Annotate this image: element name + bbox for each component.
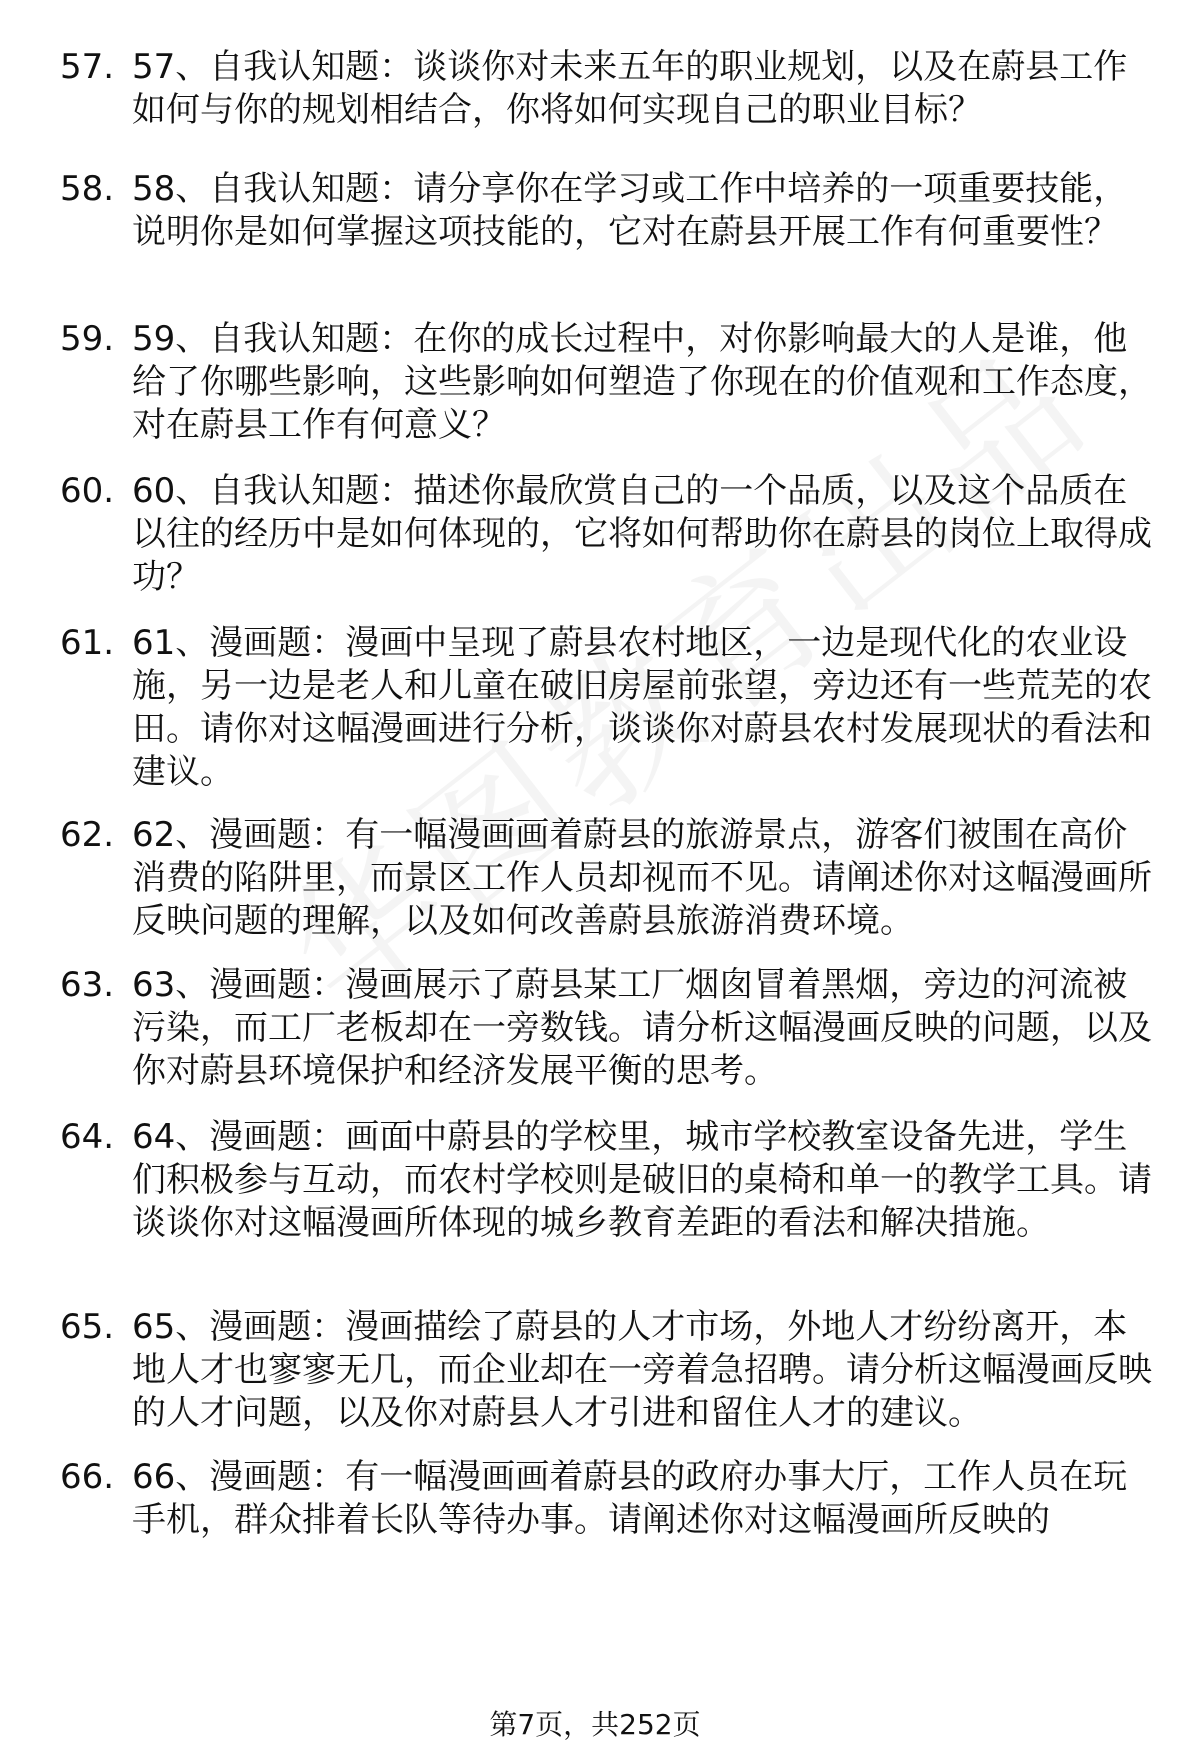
question-text: 60、自我认知题：描述你最欣赏自己的一个品质，以及这个品质在以往的经历中是如何体现的，它将如何帮助你在蔚县的岗位上取得成功？ [132, 471, 1152, 597]
question-item [0, 622, 1190, 814]
question-number: 66. [60, 1457, 115, 1497]
question-number: 61. [60, 623, 115, 663]
question-number: 63. [60, 965, 115, 1005]
question-text: 63、漫画题：漫画展示了蔚县某工厂烟囱冒着黑烟，旁边的河流被污染，而工厂老板却在一旁数钱。请分析这幅漫画反映的问题，以及你对蔚县环境保护和经济发展平衡的思考。 [132, 965, 1152, 1091]
question-number: 59. [60, 319, 115, 359]
question-text: 59、自我认知题：在你的成长过程中，对你影响最大的人是谁，他给了你哪些影响，这些影响如何塑造了你现在的价值观和工作态度，对在蔚县工作有何意义？ [132, 319, 1152, 445]
question-number: 58. [60, 169, 115, 209]
question-text: 58、自我认知题：请分享你在学习或工作中培养的一项重要技能，说明你是如何掌握这项技能的，它对在蔚县开展工作有何重要性？ [132, 169, 1128, 252]
question-text: 62、漫画题：有一幅漫画画着蔚县的旅游景点，游客们被围在高价消费的陷阱里，而景区工作人员却视而不见。请阐述你对这幅漫画所反映问题的理解，以及如何改善蔚县旅游消费环境。 [132, 815, 1152, 941]
question-text: 66、漫画题：有一幅漫画画着蔚县的政府办事大厅，工作人员在玩手机，群众排着长队等待办事。请阐述你对这幅漫画所反映的 [132, 1457, 1128, 1540]
question-item [0, 318, 1190, 470]
question-list [0, 46, 1190, 1546]
question-text: 65、漫画题：漫画描绘了蔚县的人才市场，外地人才纷纷离开，本地人才也寥寥无几，而企业却在一旁着急招聘。请分析这幅漫画反映的人才问题，以及你对蔚县人才引进和留住人才的建议。 [132, 1307, 1152, 1433]
question-item [0, 46, 1190, 168]
question-item [0, 814, 1190, 964]
question-text: 57、自我认知题：谈谈你对未来五年的职业规划，以及在蔚县工作如何与你的规划相结合，你将如何实现自己的职业目标？ [132, 47, 1128, 130]
question-item [0, 470, 1190, 622]
question-item [0, 964, 1190, 1116]
question-item [0, 168, 1190, 318]
question-number: 57. [60, 47, 115, 87]
question-number: 65. [60, 1307, 115, 1347]
question-item [0, 1456, 1190, 1546]
question-number: 62. [60, 815, 115, 855]
page-number-footer: 第7页，共252页 [489, 1708, 701, 1741]
question-number: 64. [60, 1117, 115, 1157]
question-item [0, 1116, 1190, 1306]
question-number: 60. [60, 471, 115, 511]
question-text: 61、漫画题：漫画中呈现了蔚县农村地区，一边是现代化的农业设施，另一边是老人和儿童在破旧房屋前张望，旁边还有一些荒芜的农田。请你对这幅漫画进行分析，谈谈你对蔚县农村发展现状的看法和建议。 [132, 623, 1152, 792]
question-text: 64、漫画题：画面中蔚县的学校里，城市学校教室设备先进，学生们积极参与互动，而农村学校则是破旧的桌椅和单一的教学工具。请谈谈你对这幅漫画所体现的城乡教育差距的看法和解决措施。 [132, 1117, 1152, 1243]
question-item [0, 1306, 1190, 1456]
